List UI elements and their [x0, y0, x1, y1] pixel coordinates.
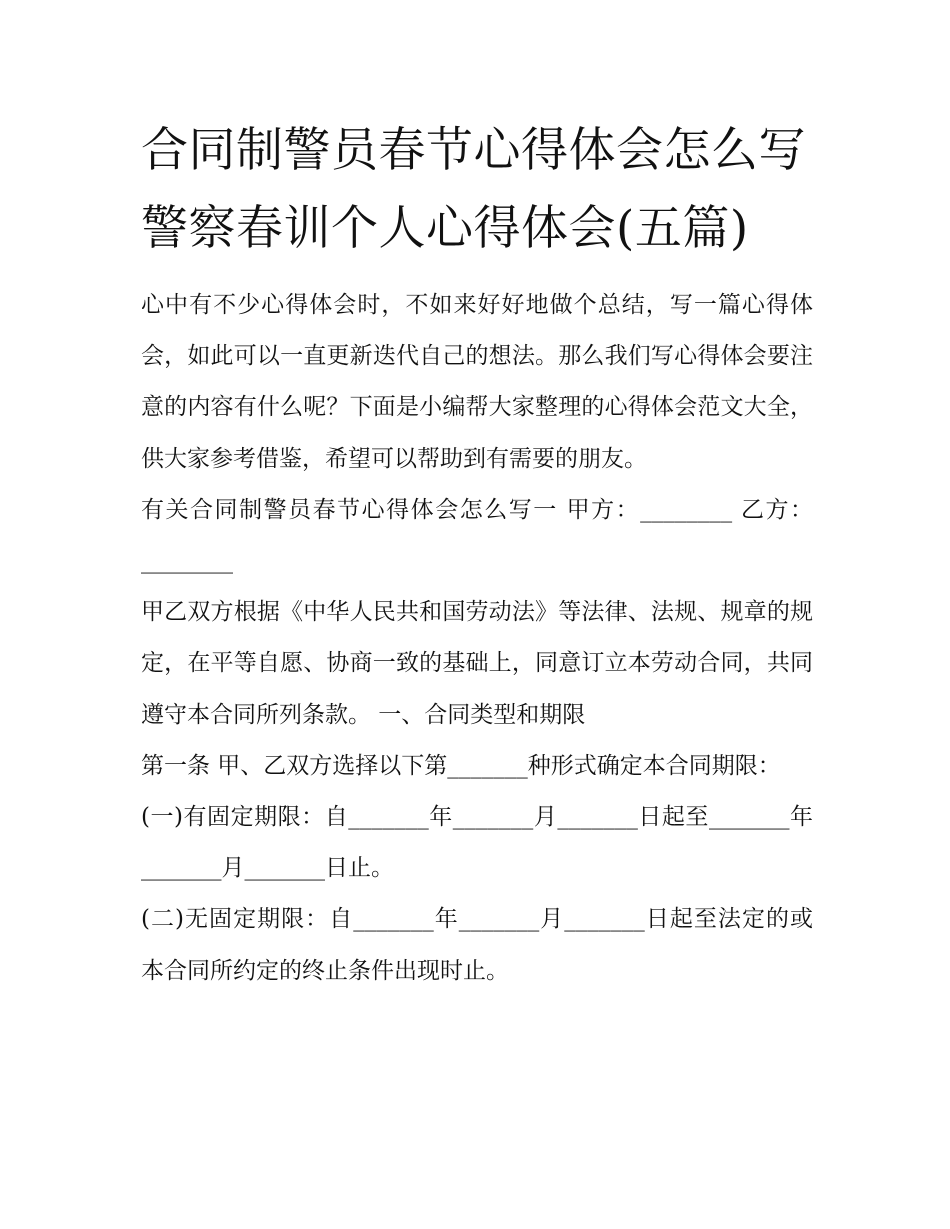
legal-basis-paragraph: 甲乙双方根据《中华人民共和国劳动法》等法律、法规、规章的规定，在平等自愿、协商一致的基础上，同意订立本劳动合同，共同遵守本合同所列条款。 一、合同类型和期限: [141, 599, 813, 728]
document-body: [141, 280, 813, 997]
document-page: [141, 112, 813, 997]
open-term-paragraph: (二)无固定期限：自_______年_______月_______日起至法定的或本合同所约定的终止条件出现时止。: [141, 906, 813, 984]
article-one-paragraph: 第一条 甲、乙双方选择以下第_______种形式确定本合同期限：: [141, 752, 781, 779]
intro-paragraph: 心中有不少心得体会时，不如来好好地做个总结，写一篇心得体会，如此可以一直更新迭代自己的想法。那么我们写心得体会要注意的内容有什么呢？下面是小编帮大家整理的心得体会范文大全，供大家参考借鉴，希望可以帮助到有需要的朋友。: [141, 292, 813, 472]
contract-parties-paragraph: 有关合同制警员春节心得体会怎么写一 甲方：________ 乙方：________: [141, 496, 813, 575]
fixed-term-paragraph: (一)有固定期限：自_______年_______月_______日起至_______年_______月_______日止。: [141, 804, 813, 882]
document-title: 合同制警员春节心得体会怎么写 警察春训个人心得体会(五篇): [141, 123, 806, 256]
